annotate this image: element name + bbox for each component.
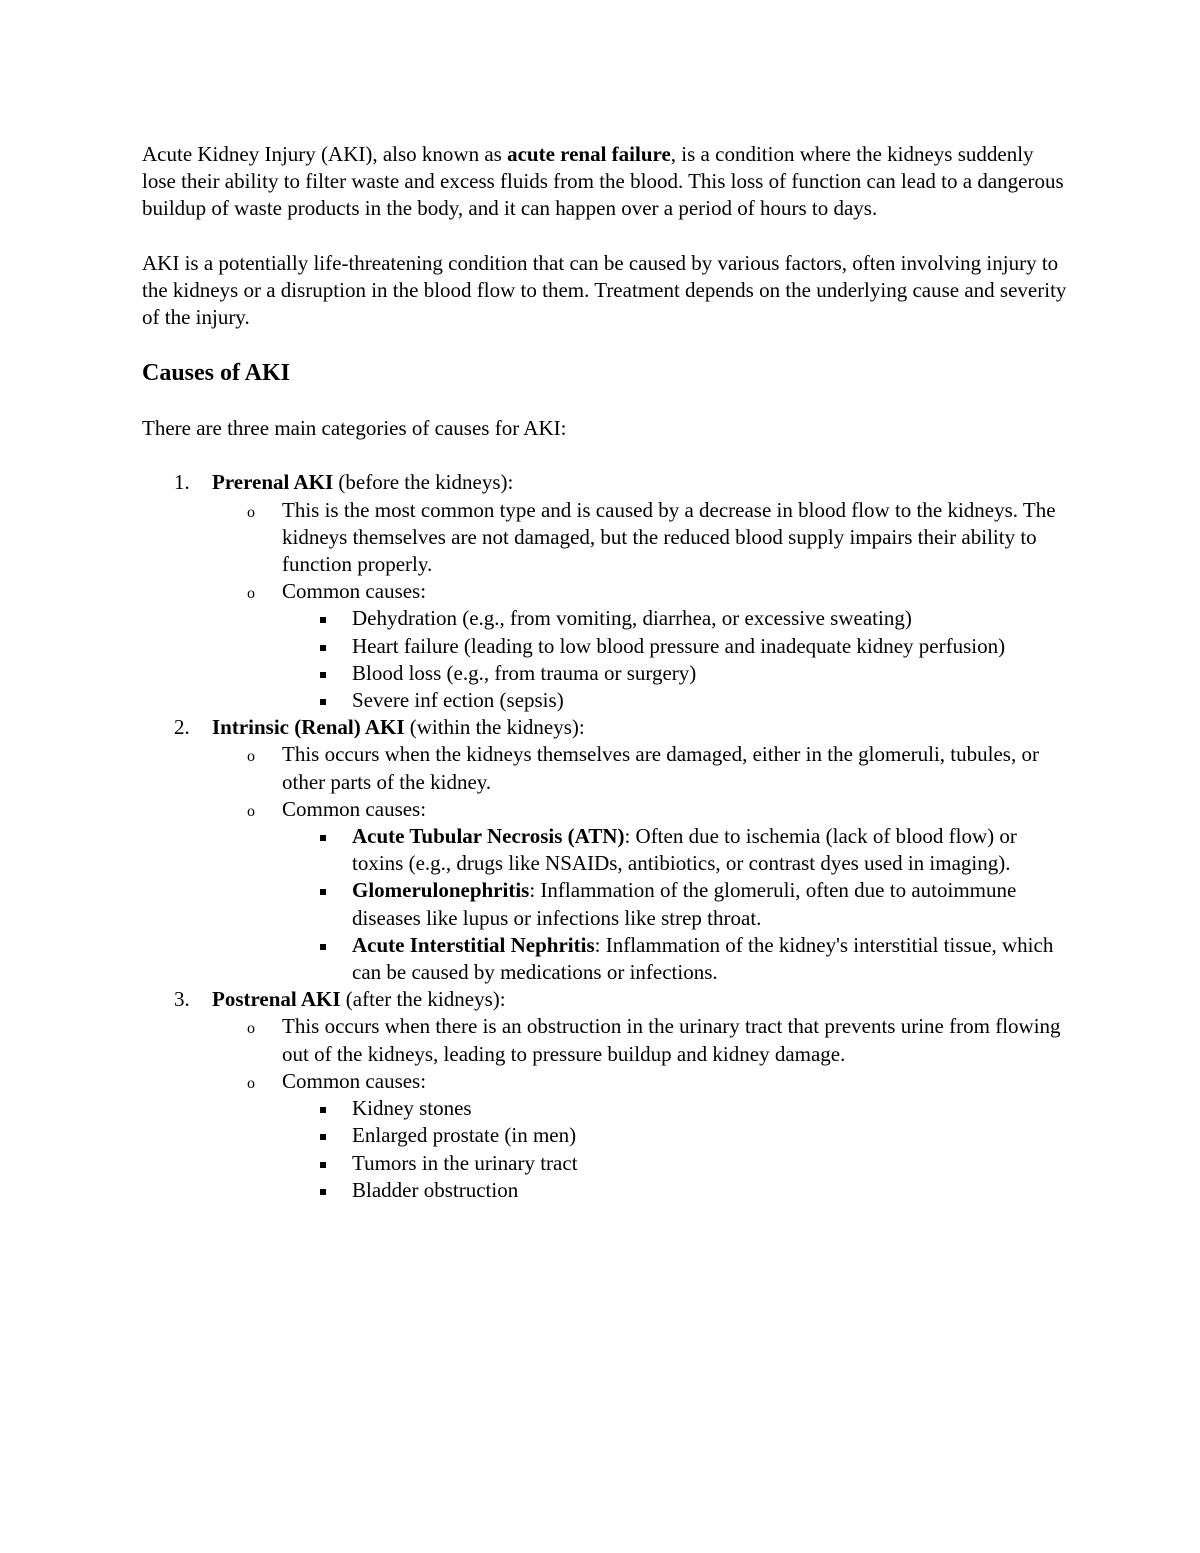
category-details: [212, 1013, 1072, 1203]
category-description-text: This occurs when the kidneys themselves are damaged, either in the glomeruli, tubules, or other parts of the kidney.: [282, 742, 1039, 794]
category-title: Prerenal AKI: [212, 470, 334, 495]
cause-item-term: Acute Interstitial Nephritis: [352, 932, 595, 957]
cause-item: [282, 633, 1072, 660]
common-causes-label: Common causes:: [282, 796, 427, 821]
square-bullet-icon: [320, 1162, 326, 1168]
cause-item-text: Blood loss (e.g., from trauma or surgery): [352, 660, 697, 685]
causes-heading: Causes of AKI: [142, 360, 291, 387]
category-description: [212, 497, 1072, 579]
intro-paragraph-2: AKI is a potentially life-threatening condition that can be caused by various factors, often involving injury to the kidneys or a disruption in the blood flow to them. Treatment depends on the underlying cause and severity of the injury.: [142, 250, 1067, 330]
square-bullet-icon: [320, 1107, 326, 1113]
cause-item: [282, 687, 1072, 714]
cause-item-text: Severe inf ection (sepsis): [352, 688, 564, 713]
common-causes-list: [282, 605, 1072, 714]
cause-category: [142, 469, 1072, 714]
cause-item-text: Tumors in the urinary tract: [352, 1150, 578, 1175]
common-causes-list: [282, 823, 1072, 986]
cause-item-text: Kidney stones: [352, 1096, 472, 1121]
cause-item-term: Acute Tubular Necrosis (ATN): [352, 824, 625, 849]
square-bullet-icon: [320, 645, 326, 651]
intro-paragraph-1: [142, 141, 1072, 223]
category-title: Intrinsic (Renal) AKI: [212, 715, 405, 740]
category-number: 2.: [174, 715, 190, 740]
cause-category: [142, 986, 1072, 1204]
cause-item: [282, 1095, 1072, 1122]
category-description: [212, 1013, 1072, 1067]
common-causes: [212, 1068, 1072, 1204]
square-bullet-icon: [320, 1134, 326, 1140]
category-number: 3.: [174, 987, 190, 1012]
square-bullet-icon: [320, 835, 326, 841]
category-subtitle: (within the kidneys):: [404, 715, 585, 740]
common-causes: [212, 578, 1072, 714]
square-bullet-icon: [320, 672, 326, 678]
circle-bullet-icon: o: [247, 802, 255, 820]
category-description-text: This is the most common type and is caused by a decrease in blood flow to the kidneys. The kidneys themselves are not damaged, but the reduced blood supply impairs their ability to function properly.: [282, 497, 1056, 577]
cause-item: [282, 660, 1072, 687]
cause-item: [282, 877, 1072, 931]
cause-item-text: : Inflammation of the glomeruli, often due to autoimmune diseases like lupus or infections like strep throat.: [352, 878, 1017, 930]
cause-item-text: Enlarged prostate (in men): [352, 1123, 577, 1148]
common-causes-label: Common causes:: [282, 579, 427, 604]
category-details: [212, 741, 1072, 986]
cause-item: [282, 1177, 1072, 1204]
square-bullet-icon: [320, 617, 326, 623]
category-description-text: This occurs when there is an obstruction in the urinary tract that prevents urine from flowing out of the kidneys, leading to pressure buildup and kidney damage.: [282, 1014, 1061, 1066]
common-causes-label: Common causes:: [282, 1068, 427, 1093]
cause-item-text: Bladder obstruction: [352, 1177, 519, 1202]
intro-bold-term: acute renal failure: [507, 142, 671, 166]
common-causes-list: [282, 1095, 1072, 1204]
category-number: 1.: [174, 470, 190, 495]
cause-item: [282, 1122, 1072, 1149]
document-page: [142, 141, 1072, 1204]
causes-intro: There are three main categories of causes for AKI:: [142, 416, 567, 441]
category-subtitle: (after the kidneys):: [340, 987, 506, 1012]
square-bullet-icon: [320, 699, 326, 705]
square-bullet-icon: [320, 944, 326, 950]
cause-item-text: Dehydration (e.g., from vomiting, diarrhea, or excessive sweating): [352, 606, 912, 631]
intro-paragraph-1-start: Acute Kidney Injury (AKI), also known as: [142, 142, 508, 166]
intro-paragraph-1-end: , is a condition where the kidneys suddenly lose their ability to filter waste and excess fluids from the blood. This loss of function can lead to a dangerous buildup of waste products in the body, and it can happen over a period of hours to days.: [142, 142, 1064, 221]
square-bullet-icon: [320, 889, 326, 895]
causes-list: [142, 469, 1072, 1203]
circle-bullet-icon: o: [247, 585, 255, 603]
category-description: [212, 741, 1072, 795]
category-title: Postrenal AKI: [212, 987, 341, 1012]
category-details: [212, 497, 1072, 715]
square-bullet-icon: [320, 1189, 326, 1195]
circle-bullet-icon: o: [247, 1020, 255, 1038]
category-subtitle: (before the kidneys):: [333, 470, 514, 495]
cause-item-term: Glomerulonephritis: [352, 878, 530, 903]
circle-bullet-icon: o: [247, 748, 255, 766]
circle-bullet-icon: o: [247, 1074, 255, 1092]
cause-item: [282, 823, 1072, 877]
common-causes: [212, 796, 1072, 986]
cause-item-text: : Often due to ischemia (lack of blood flow) or toxins (e.g., drugs like NSAIDs, antibiotics, or contrast dyes used in imaging).: [352, 824, 1017, 876]
cause-item: [282, 605, 1072, 632]
cause-category: [142, 714, 1072, 986]
cause-item-text: Heart failure (leading to low blood pressure and inadequate kidney perfusion): [352, 633, 1006, 658]
cause-item: [282, 932, 1072, 986]
cause-item: [282, 1150, 1072, 1177]
cause-item-text: : Inflammation of the kidney's interstitial tissue, which can be caused by medications or infections.: [352, 932, 1054, 985]
circle-bullet-icon: o: [247, 503, 255, 521]
